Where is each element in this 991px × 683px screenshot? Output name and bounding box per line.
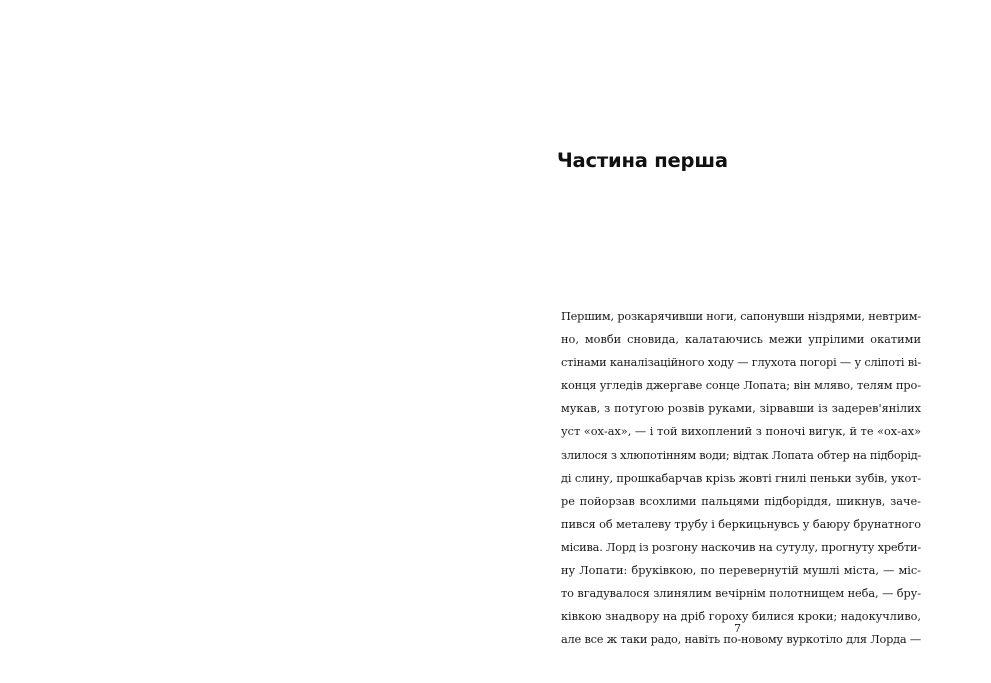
page-number: 7 [734,622,741,635]
text-line: Першим, розкарячивши ноги, сапонувши ніздрями, невтрим- [561,310,921,323]
text-line: місива. Лорд із розгону наскочив на сутулу, прогнуту хребти- [561,540,921,554]
text-line: злилося з хлюпотінням води; відтак Лопата обтер на підборід- [561,448,921,462]
body-text [561,305,921,651]
text-line: ре пойорзав всохлими пальцями підборіддя, шикнув, заче- [561,494,921,508]
text-line: конця угледів джергаве сонце Лопата; він мляво, телям про- [561,379,921,393]
chapter-title: Частина перша [557,149,728,172]
text-line: але все ж таки радо, навіть по-новому вуркотіло для Лорда — [561,633,921,647]
text-line: ну Лопати: бруківкою, по перевернутій мушлі міста, — міс- [561,564,921,578]
text-line: то вгадувалося злинялим вечірнім полотнищем неба, — бру- [561,587,921,601]
text-line: но, мовби сновида, калатаючись межи упрілими окатими [561,333,921,347]
text-line: ді слину, прошкабарчав крізь жовті гнилі пеньки зубів, укот- [561,471,921,485]
text-line: стінами каналізаційного ходу — глухота погорі — у сліпоті ві- [561,356,921,370]
text-line: уст «ох-ах», — і той вихоплений з поночі вигук, й те «ох-ах» [561,425,921,439]
text-line: пився об металеву трубу і беркицьнувсь у баюру брунатного [561,517,921,531]
text-line: мукав, з потугою розвів руками, зірвавши із задерев'янілих [561,402,921,416]
text-line: ківкою знадвору на дріб гороху билися кроки; надокучливо, [561,610,921,624]
